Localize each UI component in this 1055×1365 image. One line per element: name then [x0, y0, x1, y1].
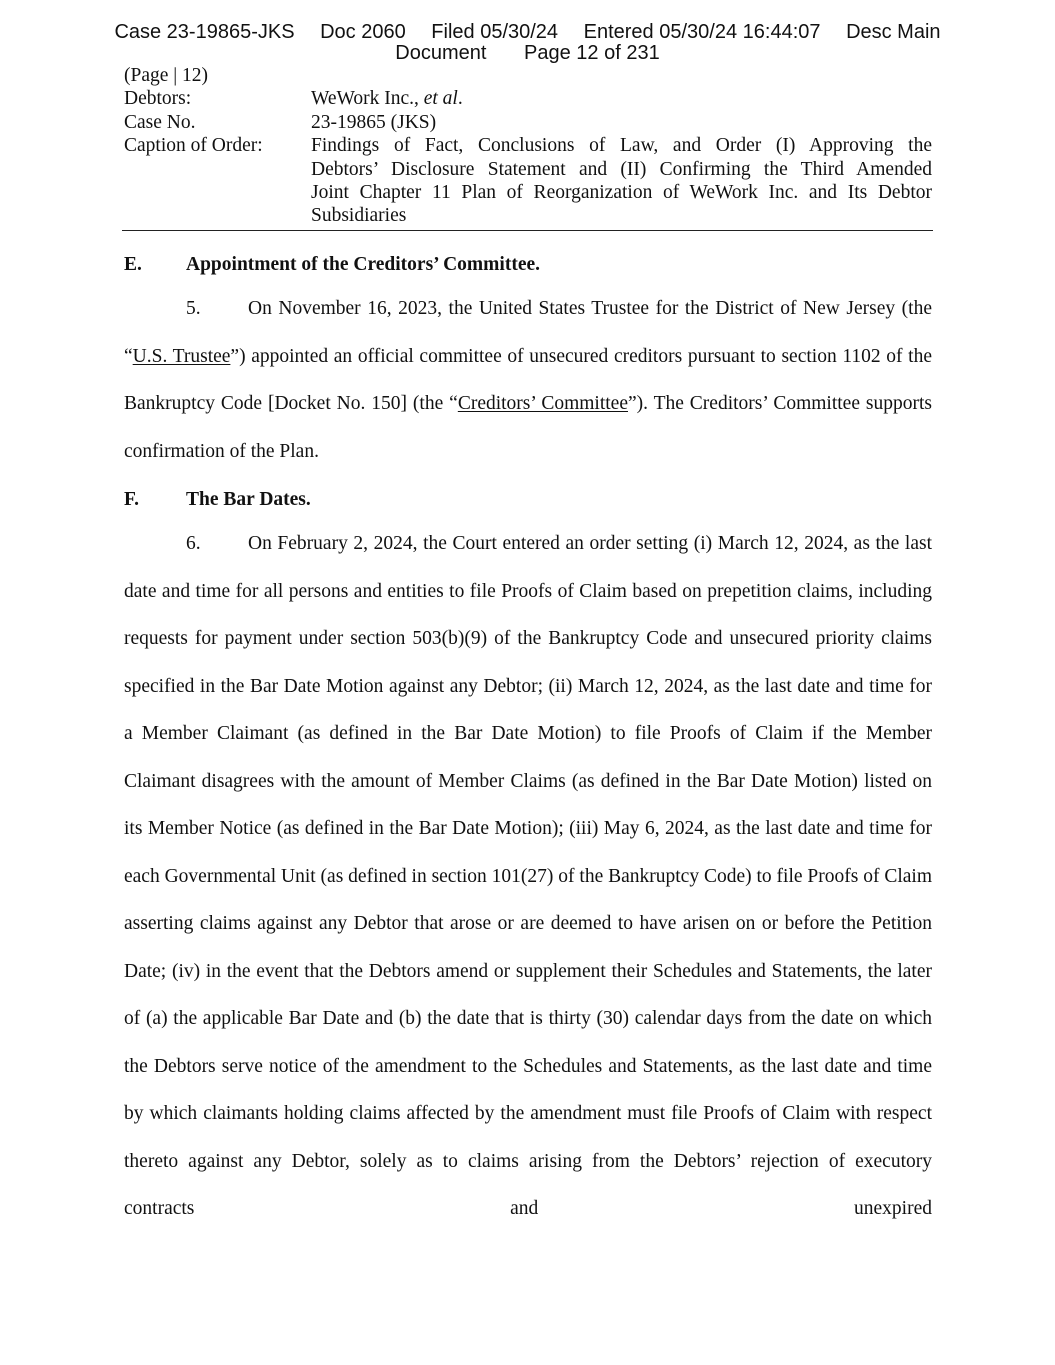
case-number-value: 23-19865 (JKS) — [311, 111, 437, 133]
page-count-stamp: Page 12 of 231 — [524, 42, 660, 64]
section-f-heading — [124, 488, 932, 512]
et-al: et al — [423, 88, 458, 110]
filing-stamp-line-1 — [0, 21, 1055, 43]
paragraph-6-number: 6. — [186, 533, 201, 554]
case-caption — [124, 64, 932, 228]
debtors-name: WeWork Inc., — [311, 88, 424, 110]
case-number-label: Case No. — [124, 111, 196, 133]
paragraph-5-text-a: On November 16, 2023, the United States Trustee for the District of New Jersey (the “ — [124, 298, 932, 367]
paragraph-5-text-c: ”). The Creditors’ Committee supports confirmation of the Plan. — [124, 393, 932, 462]
section-f-title: The Bar Dates. — [186, 489, 311, 510]
paragraph-5-number: 5. — [186, 298, 201, 319]
caption-line-2: Debtors’ Disclosure Statement and (II) Confirming the Third Amended — [311, 158, 932, 180]
caption-line-1: Findings of Fact, Conclusions of Law, and Order (I) Approving the — [311, 135, 932, 157]
debtors-period: . — [457, 88, 463, 110]
section-e-title: Appointment of the Creditors’ Committee. — [186, 254, 540, 275]
entered-date-stamp: Entered 05/30/24 16:44:07 — [583, 21, 821, 43]
caption-of-order-label: Caption of Order: — [124, 135, 263, 157]
filed-date-stamp: Filed 05/30/24 — [431, 21, 559, 43]
page-reference: (Page | 12) — [124, 65, 209, 86]
document-label-stamp: Document — [395, 42, 487, 64]
caption-of-order-value — [311, 134, 932, 228]
desc-stamp: Desc Main — [846, 21, 941, 43]
caption-line-4: Subsidiaries — [311, 205, 407, 227]
debtors-value — [311, 87, 932, 110]
paragraph-5-text-b: ”) appointed an official committee of unsecured creditors pursuant to section 1102 of the Bankruptcy Code [Docket No. 150] (the “ — [124, 345, 932, 414]
section-e-letter: E. — [124, 254, 142, 275]
defined-term-us-trustee: U.S. Trustee — [132, 345, 231, 367]
filing-stamp-line-2 — [0, 42, 1055, 64]
paragraph-6-text: On February 2, 2024, the Court entered an order setting (i) March 12, 2024, as the last date and time for all persons and entities to file Proofs of Claim based on prepetition claims, including requests for payment under section 503(b)(9) of the Bankruptcy Code and unsecured priority claims specified in the Bar Date Motion against any Debtor; (ii) March 12, 2024, as the last date and time for a Member Claimant (as defined in the Bar Date Motion) to file Proofs of Claim if the Member Claimant disagrees with the amount of Member Claims (as defined in the Bar Date Motion) listed on its Member Notice (as defined in the Bar Date Motion); (iii) May 6, 2024, as the last date and time for each Governmental Unit (as defined in section 101(27) of the Bankruptcy Code) to file Proofs of Claim asserting claims against any Debtor that arose or are deemed to have arisen on or before the Petition Date; (iv) in the event that the Debtors amend or supplement their Schedules and Statements, the later of (a) the applicable Bar Date and (b) the date that is thirty (30) calendar days from the date on which the Debtors serve notice of the amendment to the Schedules and Statements, as the last date and time by which claimants holding claims affected by the amendment must file Proofs of Claim with respect thereto against any Debtor, solely as to claims arising from the Debtors’ rejection of executory contracts and unexpired — [124, 533, 932, 1219]
defined-term-creditors-committee: Creditors’ Committee — [457, 393, 628, 414]
section-f-letter: F. — [124, 489, 139, 510]
section-e-heading — [124, 253, 932, 277]
paragraph-6 — [124, 520, 932, 1233]
doc-number-stamp: Doc 2060 — [320, 21, 406, 43]
paragraph-5 — [124, 285, 932, 475]
debtors-label: Debtors: — [124, 88, 192, 110]
caption-divider — [122, 230, 933, 231]
caption-line-3: Joint Chapter 11 Plan of Reorganization of WeWork Inc. and Its Debtor — [311, 182, 932, 204]
case-number-stamp: Case 23-19865-JKS — [114, 21, 295, 43]
